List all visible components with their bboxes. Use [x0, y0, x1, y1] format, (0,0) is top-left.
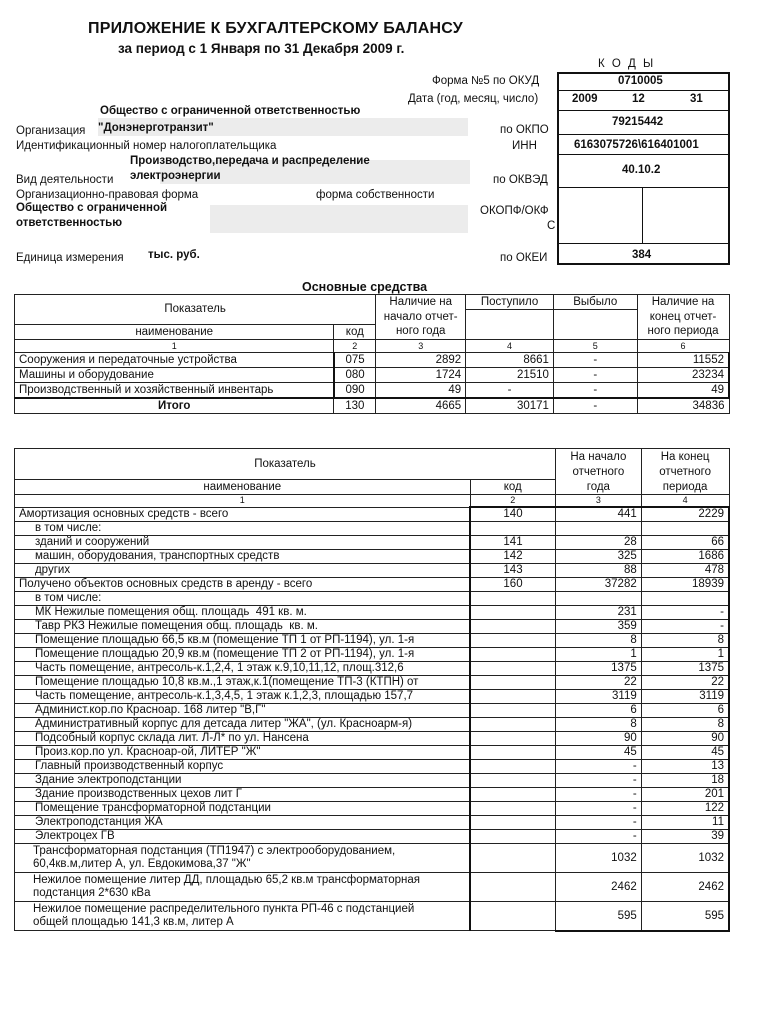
- taxpayer-label: Идентификационный номер налогоплательщика: [16, 140, 277, 152]
- t2-head-begin-3: года: [555, 480, 641, 495]
- t2-row-end: 90: [641, 732, 729, 746]
- okei-label: по ОКЕИ: [500, 252, 548, 264]
- t2-row-name: Тавр РКЗ Нежилые помещения общ. площадь кв. м.: [15, 620, 471, 634]
- t2-row-end: 3119: [641, 690, 729, 704]
- t2-colnum-row: [15, 495, 730, 508]
- fa-row-received: -: [466, 382, 554, 398]
- fa-colnum: 2: [334, 339, 376, 352]
- fa-row-end: 23234: [637, 367, 729, 382]
- fa-row-code: 075: [334, 352, 376, 367]
- t2-row-end: [641, 522, 729, 536]
- t2-row-end: 595: [641, 902, 729, 931]
- t2-row-code: [470, 873, 555, 902]
- fixed-assets-title: Основные средства: [302, 280, 428, 294]
- t2-row-name-line: Нежилое помещение распределительного пункта РП-46 с подстанцией: [33, 903, 415, 915]
- table-row: [15, 802, 730, 816]
- t2-row-begin: 441: [555, 507, 641, 522]
- t2-row-name: в том числе:: [15, 522, 471, 536]
- codes-divider: [559, 90, 728, 91]
- t2-row-begin: 45: [555, 746, 641, 760]
- table-row: [15, 606, 730, 620]
- fa-row-name: Итого: [15, 398, 334, 414]
- t2-row-begin: 37282: [555, 578, 641, 592]
- fa-row-disposed: -: [553, 382, 637, 398]
- okpo-label: по ОКПО: [500, 124, 549, 136]
- fa-head-indicator: Показатель: [15, 295, 376, 325]
- fixed-assets-table: [14, 294, 730, 414]
- t2-row-code: [470, 592, 555, 606]
- t2-row-begin: 88: [555, 564, 641, 578]
- t2-head-indicator: Показатель: [15, 449, 556, 480]
- t2-row-name: Здание производственных цехов лит Г: [15, 788, 471, 802]
- t2-row-name: Главный производственный корпус: [15, 760, 471, 774]
- okpo-value: 79215442: [612, 116, 664, 128]
- t2-row-name: Часть помещение, антресоль-к.1,3,4,5, 1 этаж к.1,2,3, площадью 157,7: [15, 690, 471, 704]
- t2-row-name: Электроцех ГВ: [15, 830, 471, 844]
- inn-label: ИНН: [512, 140, 537, 152]
- t2-row-name: Помещение площадью 66,5 кв.м (помещение ТП 1 от РП-1194), ул. 1-я: [15, 634, 471, 648]
- t2-row-name: в том числе:: [15, 592, 471, 606]
- fa-head-blank: [553, 324, 637, 339]
- unit-value: тыс. руб.: [148, 249, 200, 261]
- t2-row-name-line: подстанция 2*630 кВа: [33, 887, 151, 899]
- fa-head-blank: [553, 310, 637, 325]
- t2-row-begin: [555, 592, 641, 606]
- table-row: [15, 367, 730, 382]
- fa-row-code: 080: [334, 367, 376, 382]
- t2-row-end: 6: [641, 704, 729, 718]
- t2-row-begin: 90: [555, 732, 641, 746]
- table-row: [15, 634, 730, 648]
- t2-row-name-line: Нежилое помещение литер ДД, площадью 65,2 кв.м трансформаторная: [33, 874, 420, 886]
- t2-row-end: 8: [641, 718, 729, 732]
- fa-head-blank: [466, 310, 554, 325]
- codes-divider: [642, 187, 643, 243]
- t2-head-end-3: периода: [641, 480, 729, 495]
- t2-row-begin: -: [555, 774, 641, 788]
- t2-row-code: [470, 774, 555, 788]
- table-row: [15, 760, 730, 774]
- fa-head-received: Поступило: [466, 295, 554, 310]
- t2-row-name: зданий и сооружений: [15, 536, 471, 550]
- table-row: [15, 522, 730, 536]
- t2-row-begin: 1375: [555, 662, 641, 676]
- t2-row-end: 22: [641, 676, 729, 690]
- fa-head-blank: [466, 324, 554, 339]
- t2-row-begin: 8: [555, 634, 641, 648]
- t2-row-begin: -: [555, 816, 641, 830]
- t2-row-code: [470, 760, 555, 774]
- t2-row-name: Получено объектов основных средств в аренду - всего: [15, 578, 471, 592]
- t2-row-begin: 22: [555, 676, 641, 690]
- codes-left-border: [557, 72, 559, 265]
- activity-value-2: электроэнергии: [130, 170, 221, 182]
- t2-row-begin: 1: [555, 648, 641, 662]
- t2-row-end: 1686: [641, 550, 729, 564]
- t2-row-code: 140: [470, 507, 555, 522]
- legal-form-label: Организационно-правовая форма: [16, 189, 199, 201]
- t2-row-code: [470, 606, 555, 620]
- t2-row-end: 13: [641, 760, 729, 774]
- t2-row-begin: 28: [555, 536, 641, 550]
- table-row: [15, 550, 730, 564]
- t2-colnum: 3: [555, 495, 641, 508]
- codes-heading: К О Д Ы: [598, 58, 656, 70]
- t2-head-name: наименование: [15, 480, 471, 495]
- table-row: [15, 592, 730, 606]
- t2-colnum: 1: [15, 495, 471, 508]
- table-row: [15, 648, 730, 662]
- fa-head-end-2: конец отчет-: [637, 310, 729, 325]
- t2-row-end: 122: [641, 802, 729, 816]
- t2-row-name: МК Нежилые помещения общ. площадь 491 кв. м.: [15, 606, 471, 620]
- date-label: Дата (год, месяц, число): [408, 93, 539, 105]
- t2-row-end: 2462: [641, 873, 729, 902]
- fixed-assets-colnum-row: [15, 339, 730, 352]
- fa-row-received: 8661: [466, 352, 554, 367]
- t2-header-row: [15, 480, 730, 495]
- t2-row-code: [470, 522, 555, 536]
- table-row: [15, 844, 730, 873]
- ownership-label: форма собственности: [316, 189, 435, 201]
- t2-row-end: 1: [641, 648, 729, 662]
- t2-row-end: 45: [641, 746, 729, 760]
- fa-colnum: 1: [15, 339, 334, 352]
- fa-colnum: 5: [553, 339, 637, 352]
- t2-row-begin: -: [555, 830, 641, 844]
- table-row: [15, 690, 730, 704]
- org-name: "Донэнерготранзит": [98, 122, 214, 134]
- t2-row-code: [470, 844, 555, 873]
- codes-top-border: [557, 72, 729, 74]
- t2-row-begin: 8: [555, 718, 641, 732]
- fa-row-disposed: -: [553, 352, 637, 367]
- t2-row-name: Подсобный корпус склада лит. Л-Л* по ул. Нансена: [15, 732, 471, 746]
- t2-row-end: 2229: [641, 507, 729, 522]
- table-row: [15, 507, 730, 522]
- fa-row-name: Машины и оборудование: [15, 367, 334, 382]
- t2-row-name: Помещение площадью 20,9 кв.м (помещение ТП 2 от РП-1194), ул. 1-я: [15, 648, 471, 662]
- okopf-label-suffix: С: [547, 220, 556, 232]
- codes-divider: [559, 154, 728, 155]
- t2-row-begin: -: [555, 788, 641, 802]
- t2-colnum: 4: [641, 495, 729, 508]
- okved-label: по ОКВЭД: [493, 174, 548, 186]
- t2-row-end: [641, 592, 729, 606]
- fa-head-code: код: [334, 324, 376, 339]
- document-title: ПРИЛОЖЕНИЕ К БУХГАЛТЕРСКОМУ БАЛАНСУ: [88, 20, 463, 37]
- t2-row-end: 18939: [641, 578, 729, 592]
- fixed-assets-header-row: [15, 324, 730, 339]
- fa-row-begin: 49: [376, 382, 466, 398]
- t2-row-name-line: Трансформаторная подстанция (ТП1947) с электрооборудованием,: [33, 845, 396, 857]
- t2-row-code: [470, 662, 555, 676]
- org-type-line: Общество с ограниченной ответственностью: [100, 105, 361, 117]
- t2-row-name: [15, 873, 471, 902]
- t2-head-begin-2: отчетного: [555, 464, 641, 479]
- t2-row-end: 39: [641, 830, 729, 844]
- table-row: [15, 732, 730, 746]
- okud-label: Форма №5 по ОКУД: [432, 75, 540, 87]
- fa-head-name: наименование: [15, 324, 334, 339]
- t2-row-begin: -: [555, 802, 641, 816]
- okei-value: 384: [632, 249, 652, 261]
- t2-head-end: На конец: [641, 449, 729, 465]
- codes-divider: [559, 187, 728, 188]
- fa-row-code: 130: [334, 398, 376, 414]
- t2-row-begin: 2462: [555, 873, 641, 902]
- t2-row-code: 142: [470, 550, 555, 564]
- fa-head-end-3: ного периода: [637, 324, 729, 339]
- t2-row-name: Электроподстанция ЖА: [15, 816, 471, 830]
- fa-row-name: Сооружения и передаточные устройства: [15, 352, 334, 367]
- fa-colnum: 4: [466, 339, 554, 352]
- t2-row-name: Здание электроподстанции: [15, 774, 471, 788]
- fa-row-begin: 4665: [376, 398, 466, 414]
- t2-row-code: 160: [470, 578, 555, 592]
- table-row: [15, 578, 730, 592]
- t2-row-code: [470, 718, 555, 732]
- t2-header-row: [15, 449, 730, 465]
- t2-row-begin: 1032: [555, 844, 641, 873]
- t2-row-begin: 359: [555, 620, 641, 634]
- table-row: [15, 704, 730, 718]
- table-row: [15, 352, 730, 367]
- codes-divider: [559, 110, 728, 111]
- scan-shading: [210, 205, 468, 233]
- t2-row-name: Часть помещение, антресоль-к.1,2,4, 1 этаж к.9,10,11,12, площ.312,6: [15, 662, 471, 676]
- t2-row-code: [470, 704, 555, 718]
- legal-form-value: Общество с ограниченной: [16, 202, 168, 214]
- fa-head-begin-2: начало отчет-: [376, 310, 466, 325]
- t2-row-code: [470, 676, 555, 690]
- t2-row-code: [470, 648, 555, 662]
- t2-colnum: 2: [470, 495, 555, 508]
- okud-value: 0710005: [618, 75, 663, 87]
- date-day: 31: [690, 93, 703, 105]
- t2-row-begin: 325: [555, 550, 641, 564]
- t2-row-name: Произ.кор.по ул. Красноар-ой, ЛИТЕР "Ж": [15, 746, 471, 760]
- table-row: [15, 774, 730, 788]
- t2-row-name: Амортизация основных средств - всего: [15, 507, 471, 522]
- table-row: [15, 873, 730, 902]
- table-row: [15, 382, 730, 398]
- fa-row-code: 090: [334, 382, 376, 398]
- fa-row-end: 49: [637, 382, 729, 398]
- t2-row-name-line: общей площадью 141,3 кв.м, литер А: [33, 916, 234, 928]
- t2-head-end-2: отчетного: [641, 464, 729, 479]
- document-period: за период с 1 Января по 31 Декабря 2009 г.: [118, 41, 405, 56]
- fa-head-disposed: Выбыло: [553, 295, 637, 310]
- t2-row-end: 478: [641, 564, 729, 578]
- depreciation-lease-table: [14, 448, 730, 932]
- fa-head-end: Наличие на: [637, 295, 729, 310]
- table-row: [15, 816, 730, 830]
- table-row: [15, 746, 730, 760]
- t2-row-code: [470, 802, 555, 816]
- t2-row-code: [470, 732, 555, 746]
- t2-row-code: [470, 902, 555, 931]
- t2-row-code: 141: [470, 536, 555, 550]
- t2-body: [15, 507, 730, 931]
- table-row: [15, 902, 730, 931]
- table-row: [15, 676, 730, 690]
- codes-divider: [559, 134, 728, 135]
- fa-row-received: 21510: [466, 367, 554, 382]
- fa-row-begin: 1724: [376, 367, 466, 382]
- table-row: [15, 830, 730, 844]
- t2-head-begin: На начало: [555, 449, 641, 465]
- t2-row-code: [470, 816, 555, 830]
- t2-row-begin: -: [555, 760, 641, 774]
- table-row: [15, 662, 730, 676]
- table-row: [15, 620, 730, 634]
- t2-row-end: 11: [641, 816, 729, 830]
- fa-head-begin: Наличие на: [376, 295, 466, 310]
- t2-row-begin: [555, 522, 641, 536]
- fa-row-end: 11552: [637, 352, 729, 367]
- okopf-label: ОКОПФ/ОКФ: [480, 205, 549, 217]
- fa-row-end: 34836: [637, 398, 729, 414]
- activity-label: Вид деятельности: [16, 174, 114, 186]
- t2-row-end: 1375: [641, 662, 729, 676]
- inn-value: 6163075726\616401001: [574, 139, 699, 151]
- fa-row-disposed: -: [553, 367, 637, 382]
- legal-form-value-2: ответственностью: [16, 217, 123, 229]
- date-year: 2009: [572, 93, 598, 105]
- t2-row-end: 8: [641, 634, 729, 648]
- table-row: [15, 788, 730, 802]
- t2-row-end: 18: [641, 774, 729, 788]
- fa-row-begin: 2892: [376, 352, 466, 367]
- fa-colnum: 6: [637, 339, 729, 352]
- t2-row-end: 1032: [641, 844, 729, 873]
- t2-row-begin: 595: [555, 902, 641, 931]
- okved-value: 40.10.2: [622, 164, 661, 176]
- t2-row-code: [470, 620, 555, 634]
- t2-row-name-line: 60,4кв.м,литер А, ул. Евдокимова,37 "Ж": [33, 858, 251, 870]
- t2-row-name: [15, 844, 471, 873]
- date-month: 12: [632, 93, 645, 105]
- t2-row-name: Помещение площадью 10,8 кв.м.,1 этаж,к.1(помещение ТП-3 (КТПН) от: [15, 676, 471, 690]
- t2-row-end: 66: [641, 536, 729, 550]
- codes-divider: [559, 243, 728, 244]
- unit-label: Единица измерения: [16, 252, 124, 264]
- t2-row-name: [15, 902, 471, 931]
- t2-row-end: -: [641, 620, 729, 634]
- fixed-assets-header-row: [15, 295, 730, 310]
- t2-row-begin: 231: [555, 606, 641, 620]
- t2-row-name: Административный корпус для детсада литер "ЖА", (ул. Красноарм-я): [15, 718, 471, 732]
- t2-row-code: [470, 830, 555, 844]
- t2-row-end: -: [641, 606, 729, 620]
- activity-value: Производство,передача и распределение: [130, 155, 370, 167]
- fa-row-name: Производственный и хозяйственный инвентарь: [15, 382, 334, 398]
- t2-row-name: других: [15, 564, 471, 578]
- codes-bottom-border: [557, 263, 729, 265]
- table-row: [15, 536, 730, 550]
- fa-row-received: 30171: [466, 398, 554, 414]
- t2-row-begin: 3119: [555, 690, 641, 704]
- t2-row-end: 201: [641, 788, 729, 802]
- t2-row-code: [470, 690, 555, 704]
- org-label: Организация: [16, 125, 86, 137]
- fa-row-disposed: -: [553, 398, 637, 414]
- t2-row-code: [470, 634, 555, 648]
- t2-row-name: машин, оборудования, транспортных средств: [15, 550, 471, 564]
- table-row: [15, 718, 730, 732]
- t2-row-begin: 6: [555, 704, 641, 718]
- fa-colnum: 3: [376, 339, 466, 352]
- codes-right-border: [728, 72, 730, 265]
- t2-row-code: [470, 746, 555, 760]
- t2-row-code: [470, 788, 555, 802]
- t2-row-name: Админист.кор.по Красноар. 168 литер "В,Г": [15, 704, 471, 718]
- t2-head-code: код: [470, 480, 555, 495]
- t2-row-name: Помещение трансформаторной подстанции: [15, 802, 471, 816]
- table-row-total: [15, 398, 730, 414]
- t2-row-code: 143: [470, 564, 555, 578]
- table-row: [15, 564, 730, 578]
- fa-head-begin-3: ного года: [376, 324, 466, 339]
